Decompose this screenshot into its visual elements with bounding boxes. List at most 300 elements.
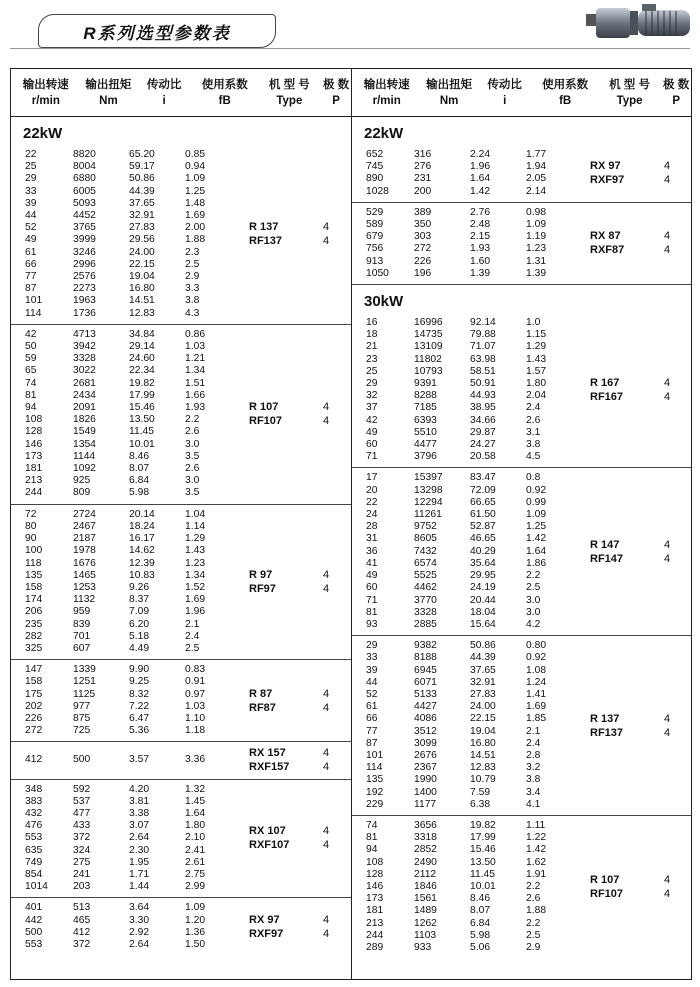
group-values (352, 816, 578, 958)
service-col (185, 149, 237, 320)
model-type-label: RXF107 (249, 839, 290, 852)
pole-count (664, 313, 670, 467)
cell-value: 3.0 (526, 594, 541, 606)
cell-value: 22.15 (129, 258, 155, 270)
cell-value: 114 (366, 762, 383, 774)
cell-value: 32.91 (470, 676, 496, 688)
cell-value: 433 (73, 820, 91, 832)
model-group (352, 203, 691, 285)
header-poles-en: P (332, 94, 340, 107)
model-type-label: RX 157 (249, 747, 286, 760)
cell-value: 7.22 (129, 700, 150, 712)
cell-value: 11.45 (129, 426, 155, 438)
cell-value: 1.69 (185, 594, 206, 606)
cell-value: 28 (366, 521, 378, 533)
cell-value: 71 (366, 451, 378, 463)
cell-value: 44 (366, 676, 378, 688)
torque-col (73, 902, 129, 951)
cell-value: 1.69 (526, 701, 547, 713)
cell-value: 226 (414, 255, 432, 267)
cell-value: 3.5 (185, 450, 200, 462)
cell-value: 2681 (73, 377, 96, 389)
cell-value: 1.42 (526, 844, 547, 856)
cell-value: 22.15 (470, 713, 496, 725)
cell-value: 476 (25, 820, 43, 832)
cell-value: 0.94 (185, 161, 206, 173)
table-header (11, 69, 351, 117)
cell-value: 2.00 (185, 222, 206, 234)
model-type-label: RF97 (249, 582, 276, 595)
pole-count (323, 898, 329, 955)
cell-value: 2.6 (526, 893, 541, 905)
cell-value: 11261 (414, 509, 442, 521)
torque-col (414, 820, 470, 954)
cell-value: 1.43 (526, 353, 547, 365)
cell-value: 3022 (73, 365, 96, 377)
pole-value: 4 (664, 174, 671, 187)
cell-value: 3796 (414, 451, 437, 463)
cell-value: 652 (366, 149, 384, 160)
cell-value: 17.99 (129, 389, 155, 401)
model-type (249, 325, 282, 504)
model-type-label: R 147 (590, 538, 620, 551)
cell-value: 5133 (414, 688, 437, 700)
cell-value: 2112 (414, 868, 437, 880)
cell-value: 2.61 (185, 856, 206, 868)
group-values (352, 313, 578, 467)
power-heading: 30kW (364, 293, 404, 311)
cell-value: 244 (25, 487, 43, 499)
model-type (590, 145, 624, 202)
cell-value: 1125 (73, 688, 96, 700)
model-type-label: RF137 (590, 726, 624, 739)
model-group (352, 636, 691, 816)
cell-value: 27.83 (470, 688, 496, 700)
cell-value: 87 (366, 737, 378, 749)
cell-value: 4.3 (185, 307, 200, 319)
cell-value: 1.24 (526, 676, 547, 688)
cell-value: 1.31 (526, 255, 547, 267)
cell-value: 22 (25, 149, 37, 160)
cell-value: 8.32 (129, 688, 150, 700)
cell-value: 2187 (73, 533, 96, 545)
model-type-label: RXF97 (249, 927, 284, 940)
cell-value: 66 (366, 713, 378, 725)
cell-value: 513 (73, 902, 91, 914)
header-service-en: fB (559, 94, 572, 107)
cell-value: 16.80 (470, 737, 496, 749)
header-torque (81, 69, 137, 116)
group-values (11, 898, 237, 955)
cell-value: 2.4 (526, 737, 541, 749)
cell-value: 31 (366, 533, 378, 545)
header-speed-zh: 输出转速 (22, 78, 69, 91)
cell-value: 2.48 (470, 219, 491, 231)
cell-value: 39 (25, 197, 37, 209)
cell-value: 1.34 (185, 365, 206, 377)
cell-value: 87 (25, 283, 37, 295)
cell-value: 2467 (73, 520, 96, 532)
cell-value: 2676 (414, 749, 437, 761)
cell-value: 71.07 (470, 341, 496, 353)
cell-value: 24.19 (470, 582, 496, 594)
model-type-label: RX 97 (249, 913, 280, 926)
cell-value: 272 (414, 243, 432, 255)
cell-value: 108 (25, 414, 43, 426)
cell-value: 1.08 (526, 664, 547, 676)
speed-col (352, 472, 414, 631)
torque-col (414, 472, 470, 631)
cell-value: 10.79 (470, 774, 496, 786)
cell-value: 4.5 (526, 451, 541, 463)
cell-value: 6.20 (129, 618, 150, 630)
cell-value: 3.5 (185, 487, 200, 499)
cell-value: 22.34 (129, 365, 155, 377)
pole-value: 4 (323, 701, 330, 714)
model-type (249, 780, 289, 898)
header-ratio-zh: 传动比 (487, 78, 522, 91)
cell-value: 79.88 (470, 329, 496, 341)
speed-col (11, 329, 73, 500)
cell-value: 101 (25, 295, 43, 307)
cell-value: 276 (414, 161, 432, 173)
cell-value: 5510 (414, 426, 437, 438)
header-ratio-en: i (503, 94, 507, 107)
cell-value: 1400 (414, 786, 437, 798)
cell-value: 1253 (73, 581, 96, 593)
pole-count (323, 505, 329, 659)
cell-value: 6574 (414, 557, 437, 569)
model-type-label: R 87 (249, 687, 273, 700)
cell-value: 1.42 (470, 185, 491, 197)
group-values (11, 660, 237, 741)
cell-value: 200 (414, 185, 432, 197)
cell-value: 412 (25, 754, 43, 766)
cell-value: 1.22 (526, 832, 547, 844)
cell-value: 2.4 (185, 630, 200, 642)
cell-value: 29.14 (129, 341, 155, 353)
service-col (185, 509, 237, 655)
cell-value: 24 (366, 509, 378, 521)
cell-value: 202 (25, 700, 43, 712)
cell-value: 118 (25, 557, 42, 569)
cell-value: 465 (73, 914, 91, 926)
header-type (258, 69, 322, 116)
pole-value: 4 (664, 712, 671, 725)
header-poles-zh: 极 数 (322, 78, 350, 91)
cell-value: 592 (73, 783, 91, 795)
cell-value: 2.64 (129, 938, 150, 950)
cell-value: 146 (25, 438, 43, 450)
cell-value: 49 (25, 234, 37, 246)
cell-value: 52.87 (470, 521, 496, 533)
cell-value: 1.32 (185, 783, 206, 795)
model-type-label: RF137 (249, 235, 283, 248)
cell-value: 1.52 (185, 581, 206, 593)
cell-value: 1251 (73, 676, 96, 688)
model-type (590, 313, 623, 467)
cell-value: 0.92 (526, 652, 547, 664)
cell-value: 1.95 (129, 856, 150, 868)
title-tab (38, 14, 276, 48)
torque-col (414, 640, 470, 811)
cell-value: 316 (414, 149, 432, 160)
cell-value: 50 (25, 341, 37, 353)
service-col (526, 472, 578, 631)
cell-value: 192 (366, 786, 384, 798)
header-ratio (477, 69, 533, 116)
cell-value: 46.65 (470, 533, 496, 545)
cell-value: 14.51 (129, 295, 155, 307)
group-values (352, 636, 578, 815)
cell-value: 2.1 (526, 725, 541, 737)
pole-value: 4 (664, 391, 671, 404)
cell-value: 24.00 (470, 701, 496, 713)
cell-value: 749 (25, 856, 43, 868)
cell-value: 1.43 (185, 545, 206, 557)
cell-value: 1.25 (185, 185, 206, 197)
cell-value: 7.09 (129, 606, 150, 618)
cell-value: 1103 (414, 929, 437, 941)
cell-value: 8.46 (129, 450, 150, 462)
cell-value: 9.26 (129, 581, 150, 593)
cell-value: 1676 (73, 557, 96, 569)
cell-value: 1.14 (185, 520, 206, 532)
header-speed (11, 69, 81, 116)
cell-value: 3.0 (185, 475, 200, 487)
cell-value: 1132 (73, 594, 96, 606)
model-type-label: RXF97 (590, 174, 625, 187)
cell-value: 500 (73, 754, 91, 766)
cell-value: 8.07 (470, 905, 491, 917)
service-col (185, 754, 237, 766)
model-type-label: RX 87 (590, 230, 621, 243)
cell-value: 20.14 (129, 508, 155, 520)
cell-value: 14.51 (470, 749, 496, 761)
right-table (352, 68, 692, 980)
cell-value: 1.10 (185, 712, 206, 724)
model-type (590, 203, 624, 284)
cell-value: 1.45 (185, 795, 206, 807)
cell-value: 1.57 (526, 365, 547, 377)
cell-value: 1.36 (185, 926, 206, 938)
cell-value: 5.18 (129, 630, 150, 642)
cell-value: 1028 (366, 185, 389, 197)
cell-value: 1.71 (129, 868, 150, 880)
cell-value: 0.91 (185, 676, 206, 688)
cell-value: 50.86 (470, 640, 496, 652)
group-values (11, 780, 237, 898)
ratio-col (129, 149, 185, 320)
cell-value: 9752 (414, 521, 437, 533)
cell-value: 2.99 (185, 881, 206, 893)
cell-value: 37.65 (129, 197, 155, 209)
cell-value: 71 (366, 594, 378, 606)
cell-value: 2.6 (526, 414, 541, 426)
cell-value: 1.88 (526, 905, 547, 917)
cell-value: 114 (25, 307, 42, 319)
cell-value: 1339 (73, 664, 96, 676)
cell-value: 147 (25, 664, 43, 676)
cell-value: 0.99 (526, 496, 547, 508)
cell-value: 35.64 (470, 557, 496, 569)
speed-col (352, 207, 414, 280)
pole-value: 4 (664, 538, 671, 551)
model-type (249, 505, 276, 659)
cell-value: 0.80 (526, 640, 547, 652)
cell-value: 3.2 (526, 762, 541, 774)
cell-value: 4477 (414, 439, 437, 451)
torque-col (414, 207, 470, 280)
cell-value: 1354 (73, 438, 96, 450)
header-service (532, 69, 597, 116)
pole-count (664, 816, 670, 958)
cell-value: 7432 (414, 545, 437, 557)
cell-value: 282 (25, 630, 43, 642)
cell-value: 5525 (414, 570, 437, 582)
cell-value: 8.37 (129, 594, 150, 606)
speed-col (11, 149, 73, 320)
cell-value: 203 (73, 881, 91, 893)
cell-value: 25 (366, 365, 378, 377)
cell-value: 32.91 (129, 210, 155, 222)
cell-value: 13.50 (470, 856, 496, 868)
cell-value: 1.62 (526, 856, 547, 868)
cell-value: 1549 (73, 426, 96, 438)
cell-value: 7185 (414, 402, 437, 414)
cell-value: 1.85 (526, 713, 547, 725)
cell-value: 1736 (73, 307, 96, 319)
cell-value: 1.64 (185, 807, 206, 819)
speed-col (11, 754, 73, 766)
cell-value: 1465 (73, 569, 96, 581)
cell-value: 324 (73, 844, 91, 856)
cell-value: 350 (414, 219, 432, 231)
cell-value: 23 (366, 353, 378, 365)
power-heading: 22kW (364, 125, 404, 142)
cell-value: 679 (366, 231, 384, 243)
cell-value: 22 (366, 496, 378, 508)
model-type-label: R 137 (590, 712, 620, 725)
cell-value: 3328 (414, 606, 437, 618)
cell-value: 1.60 (470, 255, 491, 267)
cell-value: 3099 (414, 737, 437, 749)
cell-value: 1.20 (185, 914, 206, 926)
cell-value: 1.21 (185, 353, 206, 365)
cell-value: 83.47 (470, 472, 496, 484)
cell-value: 8.46 (470, 893, 491, 905)
cell-value: 745 (366, 161, 384, 173)
cell-value: 839 (73, 618, 91, 630)
group-values (352, 203, 578, 284)
cell-value: 1.23 (526, 243, 547, 255)
pole-value: 4 (323, 401, 330, 414)
pole-value: 4 (323, 235, 330, 248)
cell-value: 0.92 (526, 484, 547, 496)
ratio-col (470, 149, 526, 198)
group-values (11, 145, 237, 324)
header-type (598, 69, 661, 116)
cell-value: 9.90 (129, 664, 150, 676)
pole-value: 4 (323, 825, 330, 838)
cell-value: 77 (25, 271, 37, 283)
cell-value: 50.86 (129, 173, 155, 185)
cell-value: 1.34 (185, 569, 206, 581)
cell-value: 1.25 (526, 521, 547, 533)
cell-value: 3.1 (526, 426, 541, 438)
cell-value: 5.06 (470, 941, 491, 953)
cell-value: 6.84 (470, 917, 491, 929)
header-speed-zh: 输出转速 (363, 78, 410, 91)
torque-col (73, 784, 129, 894)
model-group (11, 660, 351, 742)
ratio-col (470, 640, 526, 811)
cell-value: 4.49 (129, 642, 150, 654)
cell-value: 15.64 (470, 618, 496, 630)
cell-value: 6.38 (470, 798, 491, 810)
cell-value: 4427 (414, 701, 437, 713)
service-col (526, 149, 578, 198)
cell-value: 42 (25, 328, 37, 340)
cell-value: 181 (25, 463, 43, 475)
torque-col (73, 149, 129, 320)
cell-value: 2.30 (129, 844, 150, 856)
cell-value: 21 (366, 341, 378, 353)
cell-value: 213 (25, 475, 43, 487)
cell-value: 303 (414, 231, 432, 243)
pole-value: 4 (664, 552, 671, 565)
group-values (352, 468, 578, 635)
model-type-label: RF147 (590, 552, 624, 565)
cell-value: 1.93 (185, 402, 206, 414)
cell-value: 5.98 (470, 929, 491, 941)
cell-value: 2.24 (470, 149, 491, 160)
cell-value: 5.36 (129, 725, 150, 737)
cell-value: 158 (25, 581, 43, 593)
cell-value: 875 (73, 712, 91, 724)
cell-value: 1826 (73, 414, 96, 426)
cell-value: 1.09 (526, 219, 547, 231)
cell-value: 2.2 (526, 917, 541, 929)
cell-value: 37.65 (470, 664, 496, 676)
cell-value: 94 (25, 402, 37, 414)
model-type (249, 660, 276, 741)
model-type (249, 145, 282, 324)
cell-value: 9391 (414, 378, 437, 390)
cell-value: 19.82 (470, 819, 496, 831)
cell-value: 10.01 (129, 438, 155, 450)
cell-value: 383 (25, 795, 43, 807)
cell-value: 66.65 (470, 496, 496, 508)
cell-value: 1014 (25, 881, 48, 893)
cell-value: 2.5 (185, 258, 200, 270)
cell-value: 10.01 (470, 880, 496, 892)
pole-value: 4 (323, 913, 330, 926)
pole-count (323, 325, 329, 504)
cell-value: 756 (366, 243, 384, 255)
cell-value: 1.44 (129, 881, 150, 893)
cell-value: 933 (414, 941, 432, 953)
cell-value: 231 (414, 173, 432, 185)
cell-value: 1144 (73, 450, 96, 462)
cell-value: 8288 (414, 390, 437, 402)
cell-value: 725 (73, 725, 91, 737)
cell-value: 19.04 (470, 725, 496, 737)
cell-value: 2.10 (185, 832, 206, 844)
cell-value: 92.14 (470, 317, 496, 329)
ratio-col (470, 472, 526, 631)
pole-count (323, 780, 329, 898)
